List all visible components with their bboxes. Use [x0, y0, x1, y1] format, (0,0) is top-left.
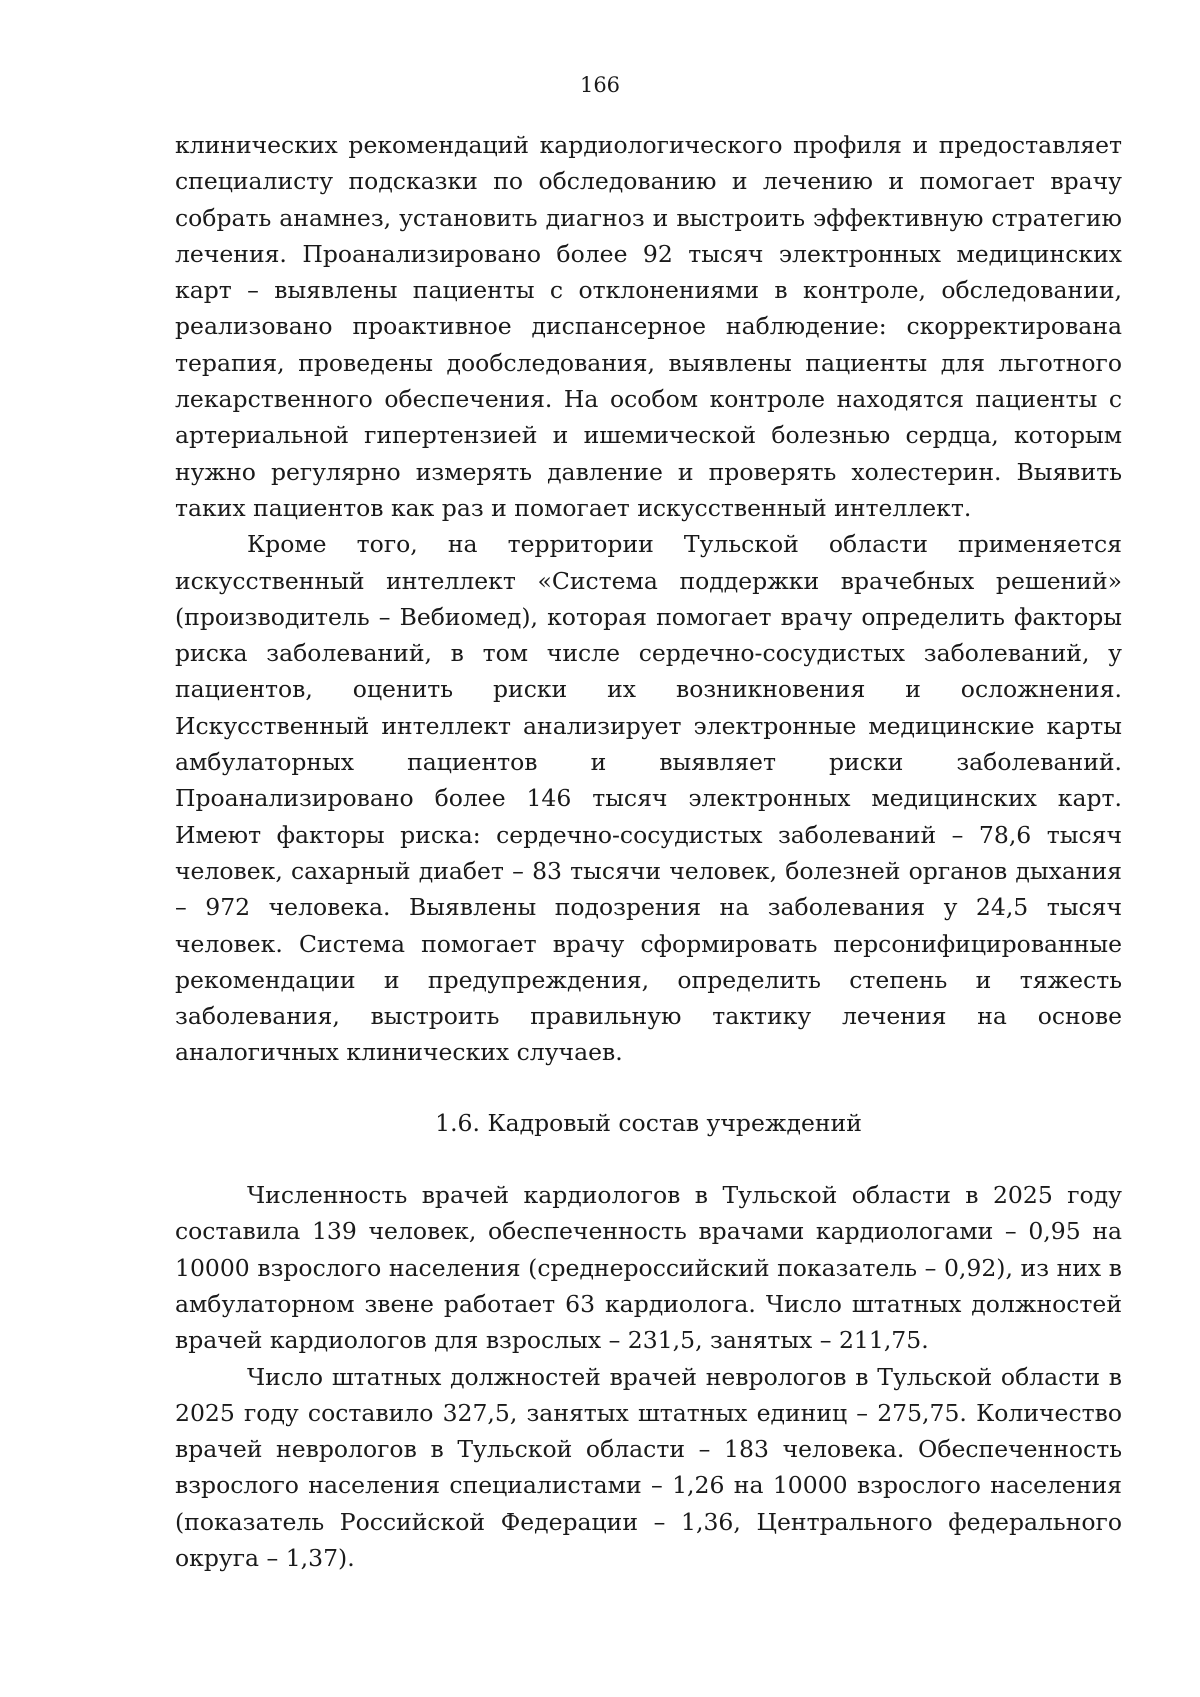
paragraph-ai-cardiology-continued: клинических рекомендаций кардиологического профиля и предоставляет специалисту подсказки по обследованию и лечению и помогает врачу собрать анамнез, установить диагноз и выстроить эффективную стратегию лечения. Проанализировано более 92 тысяч электронных медицинских карт – выявлены пациенты с отклонениями в контроле, обследовании, реализовано проактивное диспансерное наблюдение: скорректирована терапия, проведены дообследования, выявлены пациенты для льготного лекарственного обеспечения. На особом контроле находятся пациенты с артериальной гипертензией и ишемической болезнью сердца, которым нужно регулярно измерять давление и проверять холестерин. Выявить таких пациентов как раз и помогает искусственный интеллект.	[175, 131, 1122, 522]
section-heading: 1.6. Кадровый состав учреждений	[435, 1108, 862, 1137]
document-body	[175, 127, 1122, 1576]
paragraph-cardiologists-staffing: Численность врачей кардиологов в Тульской области в 2025 году составила 139 человек, обеспеченность врачами кардиологами – 0,95 на 10000 взрослого населения (среднероссийский показатель – 0,92), из них в амбулаторном звене работает 63 кардиолога. Число штатных должностей врачей кардиологов для взрослых – 231,5, занятых – 211,75.	[175, 1181, 1122, 1355]
paragraph-decision-support-system: Кроме того, на территории Тульской области применяется искусственный интеллект «Система поддержки врачебных решений» (производитель – Вебиомед), которая помогает врачу определить факторы риска заболеваний, в том числе сердечно-сосудистых заболеваний, у пациентов, оценить риски их возникновения и осложнения. Искусственный интеллект анализирует электронные медицинские карты амбулаторных пациентов и выявляет риски заболеваний. Проанализировано более 146 тысяч электронных медицинских карт. Имеют факторы риска: сердечно-сосудистых заболеваний – 78,6 тысяч человек, сахарный диабет – 83 тысячи человек, болезней органов дыхания – 972 человека. Выявлены подозрения на заболевания у 24,5 тысяч человек. Система помогает врачу сформировать персонифицированные рекомендации и предупреждения, определить степень и тяжесть заболевания, выстроить правильную тактику лечения на основе аналогичных клинических случаев.	[175, 530, 1122, 1067]
page-number: 166	[579, 73, 621, 97]
paragraph-neurologists-staffing: Число штатных должностей врачей неврологов в Тульской области в 2025 году составило 327,5, занятых штатных единиц – 275,75. Количество врачей неврологов в Тульской области – 183 человека. Обеспеченность взрослого населения специалистами – 1,26 на 10000 взрослого населения (показатель Российской Федерации – 1,36, Центрального федерального округа – 1,37).	[175, 1362, 1122, 1572]
